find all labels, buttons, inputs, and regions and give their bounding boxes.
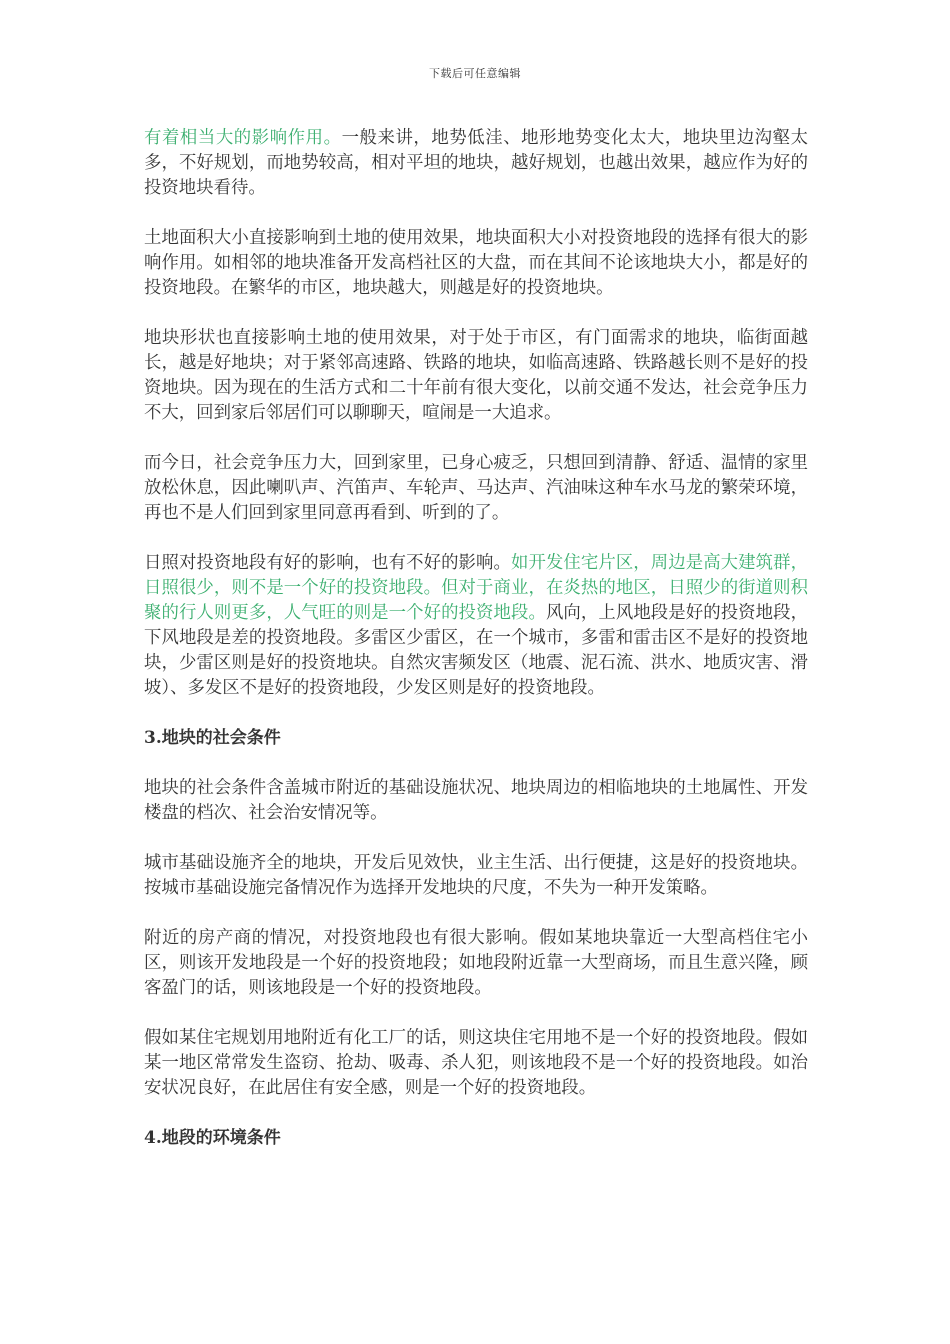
section-heading-social: 3.地块的社会条件: [144, 728, 281, 748]
paragraph-land-area: [144, 226, 808, 301]
paragraph-social-conditions: 地块的社会条件含盖城市附近的基础设施状况、地块周边的相临地块的土地属性、开发楼盘的档次、社会治安情况等。: [144, 778, 808, 823]
paragraph-nearby-developers: 附近的房产商的情况，对投资地段也有很大影响。假如某地块靠近一大型高档住宅小区，则该开发地段是一个好的投资地段；如地段附近靠一大型商场，而且生意兴隆，顾客盈门的话，则该地段是一个好的投资地段。: [144, 928, 808, 998]
paragraph-text: 日照对投资地段有好的影响，也有不好的影响。: [144, 553, 511, 573]
paragraph-land-shape: [144, 326, 808, 426]
paragraph-text: 而今日，社会竞争压力大，回到家里，已身心疲乏，只想回到清静、舒适、温情的家里放松休息，因此喇叭声、汽笛声、车轮声、马达声、汽油味这种车水马龙的繁荣环境，再也不是人们回到家里同意再看到、听到的了。: [144, 453, 808, 523]
paragraph-terrain: [144, 126, 808, 201]
paragraph-modern-life: [144, 451, 808, 526]
paragraph-text: 一般来讲，地势低洼、地形地势变化太大，地块里边沟壑太多，不好规划，而地势较高，相对平坦的地块，越好规划，也越出效果，越应作为好的投资地块看待。: [144, 128, 808, 198]
page-header: 下载后可任意编辑: [429, 67, 521, 80]
section-heading-environment: 4.地段的环境条件: [144, 1128, 281, 1148]
paragraph-text: 土地面积大小直接影响到土地的使用效果，地块面积大小对投资地段的选择有很大的影响作用。如相邻的地块准备开发高档社区的大盘，而在其间不论该地块大小，都是好的投资地段。在繁华的市区，地块越大，则越是好的投资地块。: [144, 228, 808, 298]
paragraph-infrastructure: 城市基础设施齐全的地块，开发后见效快，业主生活、出行便捷，这是好的投资地块。按城市基础设施完备情况作为选择开发地块的尺度，不失为一种开发策略。: [144, 853, 808, 898]
paragraph-sunlight: [144, 551, 808, 701]
paragraph-text: 风向，上风地段是好的投资地段，下风地段是差的投资地段。多雷区少雷区，在一个城市，多雷和雷击区不是好的投资地块，少雷区则是好的投资地块。自然灾害频发区（地震、泥石流、洪水、地质灾害、滑坡）、多发区不是好的投资地段，少发区则是好的投资地段。: [144, 603, 808, 698]
highlighted-text: 有着相当大的影响作用。: [144, 128, 342, 148]
paragraph-security: 假如某住宅规划用地附近有化工厂的话，则这块住宅用地不是一个好的投资地段。假如某一地区常常发生盗窃、抢劫、吸毒、杀人犯，则该地段不是一个好的投资地段。如治安状况良好，在此居住有安全感，则是一个好的投资地段。: [144, 1028, 808, 1098]
highlighted-text: 如开发住宅片区，周边是高大建筑群，日照很少，则不是一个好的投资地段。但对于商业，在炎热的地区，日照少的街道则积聚的行人则更多，人气旺的则是一个好的投资地段。: [144, 553, 808, 623]
paragraph-text: 地块形状也直接影响土地的使用效果，对于处于市区，有门面需求的地块，临街面越长，越是好地块；对于紧邻高速路、铁路的地块，如临高速路、铁路越长则不是好的投资地块。因为现在的生活方式和二十年前有很大变化，以前交通不发达，社会竞争压力不大，回到家后邻居们可以聊聊天，喧闹是一大追求。: [144, 328, 808, 423]
document-body: [144, 126, 808, 1176]
